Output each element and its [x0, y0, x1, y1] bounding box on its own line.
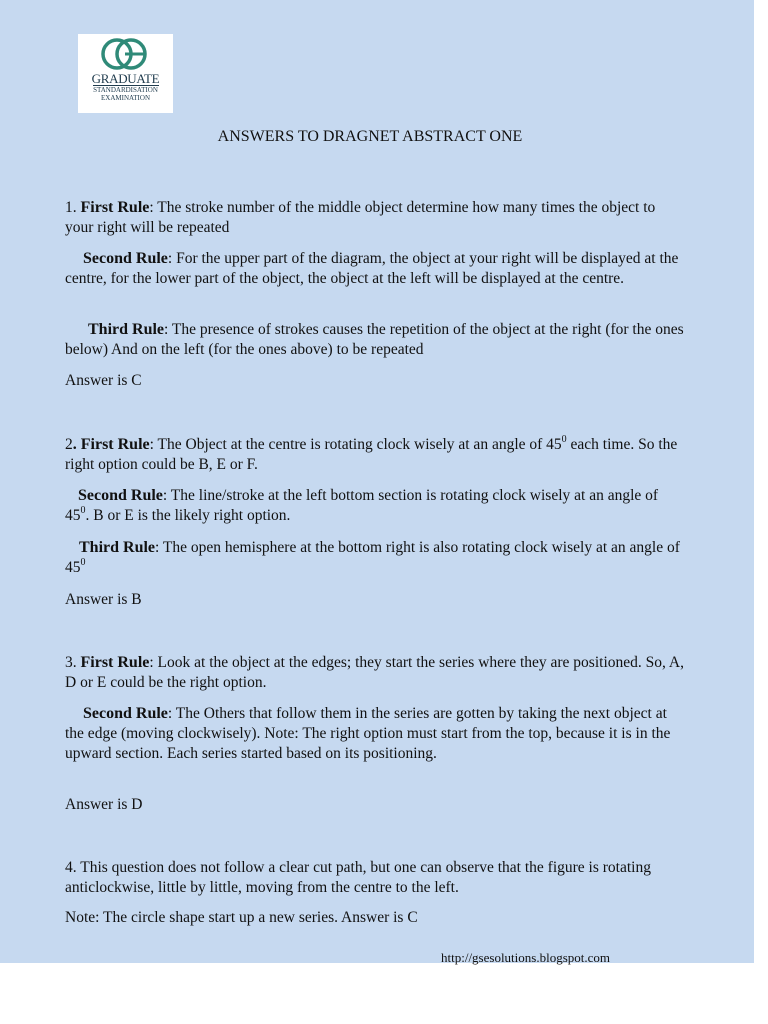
q2-second-rule-label: Second Rule: [78, 487, 163, 504]
q1-third-rule-label: Third Rule: [88, 321, 165, 338]
q3-answer: Answer is D: [65, 796, 143, 813]
q2-number: 2: [65, 436, 73, 453]
q1-number: 1: [65, 199, 73, 216]
q1-second-rule-label: Second Rule: [83, 250, 168, 267]
q4-note: Note: The circle shape start up a new series. Answer is C: [65, 909, 418, 926]
logo-line-graduate: GRADUATE: [91, 71, 160, 86]
q2-first-rule-label: First Rule: [80, 436, 150, 453]
q1-answer: Answer is C: [65, 372, 142, 389]
logo-line-standardisation: STANDARDISATION: [93, 86, 158, 94]
q3-number: 3.: [65, 654, 77, 671]
q4-text: 4. This question does not follow a clear cut path, but one can observe that the figure is rotating anticlockwise, little by little, moving from the centre to the left.: [65, 859, 651, 896]
page-title: ANSWERS TO DRAGNET ABSTRACT ONE: [217, 128, 523, 145]
q2-first-rule-text: : The Object at the centre is rotating clock wisely at an angle of 45: [149, 436, 562, 453]
q2-answer: Answer is B: [65, 591, 142, 608]
q1-first-rule-text: : The stroke number of the middle object determine how many times the object to your right will be repeated: [65, 199, 656, 236]
q2-third-rule-text: : The open hemisphere at the bottom right is also rotating clock wisely at an angle of 45: [65, 539, 680, 576]
q3-first-rule-label: First Rule: [80, 654, 150, 671]
q3-first-rule: [65, 653, 685, 693]
q2-third-rule-degree: 0: [80, 557, 86, 568]
q2-first-rule: 2. First Rule: The Object at the centre is rotating clock wisely at an angle of $45^0$ each time. So the right option could be B, E or F.: [65, 434, 678, 473]
q3-second-rule-label: Second Rule: [83, 705, 168, 722]
q2-third-rule-label: Third Rule: [79, 539, 156, 556]
q2-first-rule-text-cont: each time. So the right option could be B, E or F.: [65, 436, 678, 473]
gse-emblem-icon: [89, 36, 163, 72]
q2-second-rule-text-cont: . B or E is the likely right option.: [85, 507, 291, 524]
logo-line-examination: EXAMINATION: [101, 94, 150, 102]
q1-third-rule-text: : The presence of strokes causes the repetition of the object at the right (for the ones below) And on the left (for the ones above) to be repeated: [65, 321, 684, 358]
q2-third-rule: [65, 538, 685, 578]
q2-first-rule-degree: 0: [561, 434, 567, 445]
q3-second-rule: [65, 704, 685, 764]
q1-second-rule: [65, 249, 685, 289]
q2-second-rule-degree: 0: [80, 505, 86, 516]
q1-first-rule: 1. First Rule: The stroke number of the middle object determine how many times the object to your right will be repeated: [65, 199, 656, 236]
q1-third-rule: [65, 320, 685, 360]
q3-second-rule-text: : The Others that follow them in the series are gotten by taking the next object at the edge (moving clockwisely). Note: The right option must start from the top, because it is in the upward section. Each series started based on its positioning.: [65, 705, 671, 762]
footer-url: http://gsesolutions.blogspot.com: [441, 950, 611, 965]
gse-logo: [78, 34, 173, 113]
q3-first-rule-text: : Look at the object at the edges; they start the series where they are positioned. So, A, D or E could be the right option.: [65, 654, 684, 691]
q1-first-rule-label: First Rule: [80, 199, 150, 216]
q2-second-rule-text: : The line/stroke at the left bottom section is rotating clock wisely at an angle of 45: [65, 487, 659, 524]
q1-second-rule-text: : For the upper part of the diagram, the object at your right will be displayed at the centre, for the lower part of the object, the object at the left will be displayed at the centre.: [65, 250, 679, 287]
q2-second-rule: [65, 486, 685, 526]
